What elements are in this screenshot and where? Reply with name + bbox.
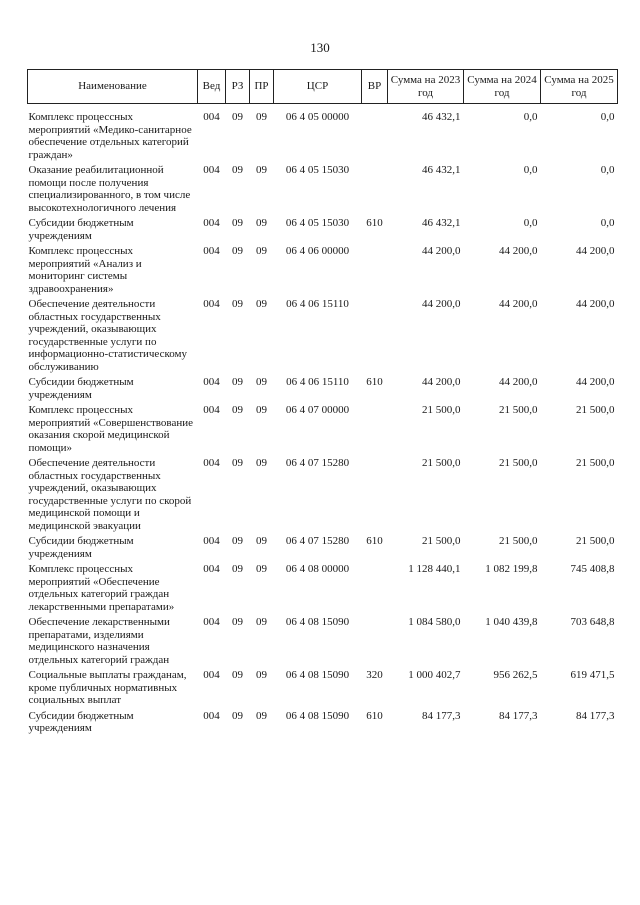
cell-pr: 09 (256, 709, 267, 722)
cell-pr: 09 (256, 669, 267, 681)
cell-s2024: 21 500,0 (499, 404, 538, 416)
header-sum-2023: Сумма на 2023 год (388, 70, 464, 104)
header-csr: ЦСР (274, 70, 362, 104)
cell-name: Комплекс процессных мероприятий «Медико-санитарное обеспечение отдельных категорий граждан» (28, 111, 192, 161)
cell-rz: 09 (232, 669, 243, 681)
cell-pr: 09 (256, 245, 267, 257)
table-row (28, 295, 618, 373)
cell-rz: 09 (232, 298, 243, 310)
cell-name: Оказание реабилитационной помощи после получения специализированного, в том числе высокотехнологичного лечения (28, 164, 191, 214)
cell-rz: 09 (232, 404, 243, 416)
cell-csr: 06 4 07 00000 (285, 404, 350, 416)
cell-s2023: 84 177,3 (422, 709, 461, 722)
cell-vr: 610 (366, 535, 383, 547)
cell-ved: 004 (203, 535, 220, 547)
cell-s2023: 1 128 440,1 (408, 563, 461, 575)
cell-ved: 004 (203, 376, 220, 388)
table-row (28, 108, 618, 161)
cell-s2025: 44 200,0 (576, 376, 615, 388)
header-name: Наименование (28, 70, 198, 104)
table-row (28, 161, 618, 214)
table-row (28, 242, 618, 295)
cell-s2024: 21 500,0 (499, 535, 538, 547)
cell-csr: 06 4 07 15280 (285, 535, 350, 547)
cell-rz: 09 (232, 563, 243, 575)
cell-s2024: 956 262,5 (493, 669, 538, 681)
cell-s2025: 44 200,0 (576, 245, 615, 257)
cell-rz: 09 (232, 245, 243, 257)
cell-ved: 004 (203, 457, 220, 469)
cell-vr: 610 (366, 376, 383, 388)
table-row (28, 613, 618, 666)
table-row (28, 214, 618, 242)
cell-ved: 004 (203, 563, 220, 575)
cell-csr: 06 4 08 15090 (285, 616, 350, 628)
cell-pr: 09 (256, 457, 267, 469)
cell-ved: 004 (203, 217, 220, 229)
cell-name: Обеспечение деятельности областных государственных учреждений, оказывающих государственные услуги по информационно-статистическому обслуживанию (28, 298, 188, 373)
cell-vr (362, 560, 388, 613)
cell-rz: 09 (232, 376, 243, 388)
cell-s2024: 21 500,0 (499, 457, 538, 469)
cell-name: Социальные выплаты гражданам, кроме публичных нормативных социальных выплат (28, 669, 187, 706)
header-sum-2024: Сумма на 2024 год (464, 70, 541, 104)
cell-s2024: 0,0 (523, 111, 538, 123)
cell-rz: 09 (232, 164, 243, 176)
cell-s2025: 0,0 (600, 111, 615, 123)
cell-name: Комплекс процессных мероприятий «Обеспечение отдельных категорий граждан лекарственными препаратами» (28, 563, 175, 613)
table-row (28, 666, 618, 707)
cell-s2025: 0,0 (600, 217, 615, 229)
cell-vr (362, 242, 388, 295)
cell-s2025: 21 500,0 (576, 535, 615, 547)
cell-csr: 06 4 06 15110 (286, 298, 349, 310)
cell-name: Обеспечение деятельности областных государственных учреждений, оказывающих государственные услуги по скорой медицинской помощи и медицинской эвакуации (28, 457, 192, 532)
cell-s2025: 21 500,0 (576, 457, 615, 469)
cell-s2025: 0,0 (600, 164, 615, 176)
cell-name: Субсидии бюджетным учреждениям (28, 217, 134, 242)
table-body (28, 104, 618, 735)
cell-csr: 06 4 08 00000 (285, 563, 350, 575)
header-vr: ВР (362, 70, 388, 104)
cell-s2025: 21 500,0 (576, 404, 615, 416)
cell-pr: 09 (256, 563, 267, 575)
cell-csr: 06 4 08 15090 (285, 709, 350, 722)
cell-s2024: 84 177,3 (499, 709, 538, 722)
cell-s2023: 46 432,1 (422, 217, 461, 229)
table-row (28, 454, 618, 532)
page-number: 130 (310, 40, 330, 55)
header-ved: Вед (198, 70, 226, 104)
cell-s2023: 44 200,0 (422, 245, 461, 257)
cell-rz: 09 (232, 535, 243, 547)
cell-s2025: 703 648,8 (570, 616, 615, 628)
cell-vr (362, 454, 388, 532)
cell-s2023: 46 432,1 (422, 111, 461, 123)
cell-s2024: 0,0 (523, 217, 538, 229)
cell-pr: 09 (256, 616, 267, 628)
cell-vr (362, 613, 388, 666)
cell-vr (362, 401, 388, 454)
table-row (28, 532, 618, 560)
cell-rz: 09 (232, 616, 243, 628)
cell-ved: 004 (203, 245, 220, 257)
cell-ved: 004 (203, 669, 220, 681)
cell-s2024: 44 200,0 (499, 298, 538, 310)
cell-s2024: 44 200,0 (499, 376, 538, 388)
header-pr: ПР (250, 70, 274, 104)
cell-s2023: 46 432,1 (422, 164, 461, 176)
cell-vr: 610 (366, 217, 383, 229)
cell-pr: 09 (256, 535, 267, 547)
cell-s2024: 44 200,0 (499, 245, 538, 257)
cell-name: Комплекс процессных мероприятий «Анализ и мониторинг системы здравоохранения» (28, 245, 142, 295)
cell-s2025: 84 177,3 (576, 709, 615, 722)
cell-csr: 06 4 05 15030 (285, 217, 350, 229)
cell-ved: 004 (203, 298, 220, 310)
cell-pr: 09 (256, 164, 267, 176)
cell-csr: 06 4 08 15090 (285, 669, 350, 681)
cell-vr: 610 (366, 709, 383, 722)
cell-ved: 004 (203, 709, 220, 722)
cell-rz: 09 (232, 217, 243, 229)
cell-csr: 06 4 06 00000 (285, 245, 350, 257)
cell-s2024: 1 040 439,8 (485, 616, 538, 628)
table-row (28, 707, 618, 735)
cell-rz: 09 (232, 457, 243, 469)
cell-s2025: 619 471,5 (570, 669, 615, 681)
table-row (28, 401, 618, 454)
table-header (28, 70, 618, 104)
cell-vr (362, 161, 388, 214)
cell-ved: 004 (203, 404, 220, 416)
cell-name: Субсидии бюджетным учреждениям (28, 709, 134, 734)
cell-s2025: 745 408,8 (570, 563, 615, 575)
cell-name: Субсидии бюджетным учреждениям (28, 376, 134, 401)
cell-ved: 004 (203, 616, 220, 628)
cell-ved: 004 (203, 164, 220, 176)
cell-pr: 09 (256, 111, 267, 123)
cell-csr: 06 4 05 15030 (285, 164, 350, 176)
cell-s2023: 44 200,0 (422, 298, 461, 310)
cell-s2023: 1 000 402,7 (408, 669, 461, 681)
cell-s2023: 21 500,0 (422, 535, 461, 547)
cell-vr (362, 108, 388, 161)
cell-s2025: 44 200,0 (576, 298, 615, 310)
budget-table (27, 69, 618, 735)
cell-vr (362, 295, 388, 373)
cell-pr: 09 (256, 298, 267, 310)
cell-csr: 06 4 07 15280 (285, 457, 350, 469)
cell-rz: 09 (232, 111, 243, 123)
cell-name: Субсидии бюджетным учреждениям (28, 535, 134, 560)
cell-s2024: 0,0 (523, 164, 538, 176)
cell-s2023: 44 200,0 (422, 376, 461, 388)
cell-ved: 004 (203, 111, 220, 123)
table-row (28, 560, 618, 613)
cell-s2023: 21 500,0 (422, 404, 461, 416)
header-rz: РЗ (226, 70, 250, 104)
table-row (28, 373, 618, 401)
cell-pr: 09 (256, 217, 267, 229)
cell-pr: 09 (256, 404, 267, 416)
header-sum-2025: Сумма на 2025 год (541, 70, 618, 104)
cell-s2023: 21 500,0 (422, 457, 461, 469)
cell-csr: 06 4 06 15110 (286, 376, 349, 388)
cell-pr: 09 (256, 376, 267, 388)
cell-csr: 06 4 05 00000 (285, 111, 350, 123)
cell-s2023: 1 084 580,0 (408, 616, 461, 628)
cell-name: Комплекс процессных мероприятий «Совершенствование оказания скорой медицинской помощи» (28, 404, 193, 454)
cell-s2024: 1 082 199,8 (485, 563, 538, 575)
cell-rz: 09 (232, 709, 243, 722)
cell-name: Обеспечение лекарственными препаратами, изделиями медицинского назначения отдельных категорий граждан (28, 616, 170, 666)
cell-vr: 320 (366, 669, 383, 681)
